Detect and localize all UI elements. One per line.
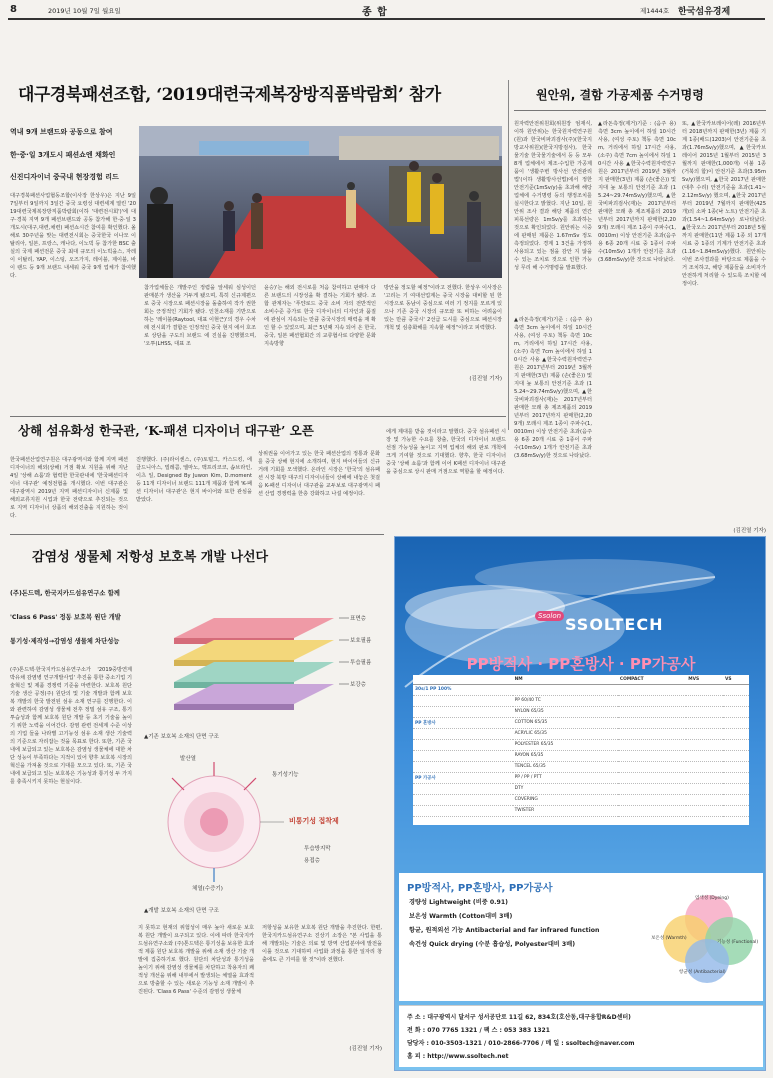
table-cell: [686, 728, 723, 739]
table-cell: [686, 761, 723, 772]
table-cell: [413, 728, 513, 739]
layer-diagram-2: [144, 750, 380, 900]
venn-label-3: 항균성 (Antibacterial): [679, 970, 726, 975]
article3-headline: 상해 섬유화성 한국관, ‘K-패션 디자이너 대구관’ 오픈: [18, 423, 314, 438]
table-header-cell: [413, 675, 513, 684]
venn-label-4: 기능성 (Functional): [717, 940, 759, 945]
table-cell: PP 60/40 TC: [513, 695, 618, 706]
table-row: [413, 783, 749, 794]
table-cell: [618, 684, 686, 695]
contact-phone: 전 화 : 070 7765 1321 / 팩 스 : 053 383 1321: [407, 1027, 550, 1034]
table-cell: [723, 783, 749, 794]
features-title: PP방적사, PP혼방사, PP가공사: [407, 883, 553, 894]
table-header-cell: COMPACT: [618, 675, 686, 684]
table-cell: TENCEL 65/35: [513, 761, 618, 772]
page-number: 8: [10, 4, 17, 15]
table-cell: ACRYLIC 65/35: [513, 728, 618, 739]
issue-date: 2019년 10월 7일 월요일: [48, 7, 121, 15]
table-cell: COVERING: [513, 794, 618, 805]
feature-2: 보온성 Warmth (Cotton대비 3배): [409, 913, 513, 920]
table-cell: [618, 706, 686, 717]
table-cell: [686, 805, 723, 816]
fig2-label-2: 비통기성 접착제: [289, 817, 339, 825]
article3-top-rule: [10, 416, 506, 417]
figure2-caption: ▲개발 보호복 소재의 단면 구조: [144, 908, 219, 914]
article3-column-3: 상위권을 이어가고 있는 한국 패션산업의 정통과 문화를 중국 상해 현지에 소개하며, 현지 바이어들의 신규 거래 기회를 모색했다. 온라인 시장은 '한국'의 섬유패션 시장 북방 대구의 디자이너들이 상해에 내놓은 첫걸음 K-패션 디자이너 대구관을 교두보로 대구광역시 패션 산업 경쟁력을 한층 강화하고 나설 예정이다.: [258, 451, 380, 497]
article1-subhead-3: 신진디자이너 중국내 현장경험 리드: [10, 173, 119, 181]
article2-column-1: 원자력안전위원회(위원장 엄재식, 이하 원안위)는 한국원자력연구원(원)과 한국비파괴검사(주)(한국지방교사위원)(한국지방검사), 한국물기술 한국물기술에서 등 등 모두 8개 업체에서 제조·수입한 가공제품이 '생활주변 방사선 안전관리법'(이하 생활방사선법)에서 정한 안전기준(1mSv/y)을 초과해 해당 업체에 수거명령 등의 행정조치를 실시한다고 밝혔다. 지난 10일, 원안위 조사 결과 해당 제품의 연간피폭선량은 1mSv/y를 초과하는 것으로 확인되었다. 원안위는 시중에 판매된 제품은 1.67mSv 정도 측정되었다. 경계 1 3건을 가정하 사용되고 있는 점을 감안 지 않을 수 있는 조치로 것으로 인한 가능성 무리 해 수거명령을 발표했다.: [514, 121, 592, 271]
table-cell: [618, 739, 686, 750]
fig2-label-5: 체열(수증기): [192, 886, 223, 892]
ssoltech-advertisement: [394, 536, 766, 1071]
brand-name: SSOLTECH: [565, 615, 664, 634]
contact-mobile: 담당자 : 010-3503-1321 / 010-2866-7706 / 메 일 : ssoltech@naver.com: [407, 1040, 635, 1047]
article1-headline: 대구경북패션조합, ‘2019대련국제복장방직품박람회’ 참가: [18, 85, 441, 105]
table-header-cell: NM: [513, 675, 618, 684]
fig2-label-6: 발산열: [180, 756, 196, 762]
table-cell: [723, 706, 749, 717]
feature-1: 경량성 Lightweight (비중 0.91): [409, 899, 508, 906]
table-cell: [686, 772, 723, 783]
table-cell: [686, 783, 723, 794]
table-cell: [686, 750, 723, 761]
article-fashion-fair: [10, 22, 505, 407]
table-cell: [413, 761, 513, 772]
table-header-cell: MVS: [686, 675, 723, 684]
table-cell: COTTON 65/35: [513, 717, 618, 728]
article2-column-3: 또, ▲한국카브레이어(레) 2016년부터 2018년까지 판매한(3년) 제품 기계 1종(배드(1203)이 안전기준을 초과(1.76mSv/y)했으며, ▲한국카브레이어 2015년 1월부터 2015년 3월까지 판매한(1,000개) 이불 1종(거북의 합)이 안전기준 초과(3.95mSv/y)했으며, ▲한국 2017년 판매한(대추 수리) 안전기준을 초과(1.41~2.12mSv/y) 했으며, ▲한국 2017년부터 2019년 7월까지 판매한(425개)의 소파 1종(낙 노트) 안전기준 초과(1.54~1.64mSv/y) 로나타났다. ▲한국오스 2017년부터 2018년 5월까지 판매한(11만 제품 1종 외 17개 시료 중 1종의 기계가 안전기준 초과(1.16~1.84mSv/y)했다. 원안위는 이번 조사결과를 바탕으로 제품을 수거 조치하고, 해당 제품들을 소비자가 안전하게 처리할 수 있도록 조치할 예정이다.: [682, 121, 766, 287]
table-cell: [686, 706, 723, 717]
article3-column-1: 한국패션산업연구원은 대구광역시와 함께 지역 패션디자이너의 해외(상해) 거점 확보 지원을 위해 지난 4일 '상해 쇼룸'과 협력한 한국관내에 '한국패션디자이너 대구관' 예정전협을 개시했다. 이번 대구관은 대구광역시 2019년 지역 패션디자이너 신제품 및 해외교류지원 시업과 한국 전략으로 추진되는 것으로 지역 디자이너 상품의 해외진출을 지원하는 것이다.: [10, 457, 128, 519]
table-cell: [723, 695, 749, 706]
page-header: [0, 0, 773, 20]
article4-headline: 감염성 생물체 저항성 보호복 개발 나선다: [32, 550, 269, 565]
table-cell: 30s/1 PP 100%: [413, 684, 513, 695]
table-cell: [686, 717, 723, 728]
article1-column-2: 참가업체들은 개발주인 정렴을 앞세워 심성이던 판매분가 생산을 거두게 됐으며, 특히 신규제편으로 중국 시장으로 패션시장을 돌출하여 작가 권한 회는 긍정적인 기회가 됐다. 인천소재를 기반으로 하는 '레이블(Raytool, 대표 이현근)'의 경우 수차례 전시회가 결합돈 인정적인 중국 현지 에서 호조로 상담을 구도의 브랜드 에 진실을 진행했으며, '오투(LHSS, 대표 조: [144, 285, 256, 347]
table-cell: [618, 761, 686, 772]
table-cell: [413, 783, 513, 794]
table-cell: [686, 684, 723, 695]
features-panel: [399, 873, 763, 1001]
venn-label-1: 염색성 (Dyeing): [695, 896, 729, 901]
table-cell: [723, 728, 749, 739]
fig1-label-4: 보강층: [350, 682, 366, 688]
table-cell: [618, 728, 686, 739]
table-cell: [618, 794, 686, 805]
article1-byline: (김진열 기자): [469, 376, 502, 382]
issue-number: 제1444호: [640, 7, 670, 15]
table-cell: [686, 695, 723, 706]
header-rule: [8, 18, 765, 20]
article4-top-rule: [10, 534, 384, 535]
table-cell: [723, 772, 749, 783]
fig1-label-2: 보호필름: [350, 638, 372, 644]
product-spec-table: [413, 675, 749, 817]
table-cell: [618, 805, 686, 816]
contact-homepage: 홈 피 : http://www.ssoltech.net: [407, 1053, 509, 1060]
table-row: [413, 794, 749, 805]
fig2-label-1: 통기성기능: [272, 772, 299, 778]
table-header-cell: VS: [723, 675, 749, 684]
table-row: [413, 717, 749, 728]
figure1-caption: ▲기존 보호복 소재의 단면 구조: [144, 734, 219, 740]
article1-photo: [139, 126, 502, 278]
table-cell: [618, 695, 686, 706]
column-divider: [508, 80, 509, 430]
table-cell: [723, 750, 749, 761]
table-cell: [413, 750, 513, 761]
ad-tagline: PP방적사 · PP혼방사 · PP가공사: [466, 655, 696, 673]
product-table: [413, 675, 749, 825]
article4-subhead-1: (주)돈드텍, 한국지카드섬유연구소 함께: [10, 590, 120, 597]
table-cell: [618, 772, 686, 783]
article-protective-suit: [10, 540, 384, 1072]
section-name: 종 합: [362, 7, 388, 18]
article4-subhead-3: 통기성·제작성→감염성 생물체 차단성능: [10, 638, 120, 645]
article1-subhead-1: 역내 9개 브랜드와 공동으로 참여: [10, 128, 113, 136]
table-cell: [413, 805, 513, 816]
table-row: [413, 805, 749, 816]
table-cell: [413, 794, 513, 805]
table-cell: TWISTER: [513, 805, 618, 816]
article2-headline: 원안위, 결함 가공제품 수거명령: [536, 88, 704, 102]
table-cell: [723, 739, 749, 750]
article1-column-3: 윤승)'는 해외 전시로를 처음 참여하고 판매자 다른 브랜드의 시장성을 확 결하는 기회가 됐다. 조합 관계자는 '푸얀로드 중국 소비 자의 전반적인 소비수준 증가로 한국 디자이너의 디자인과 품질에 관심이 지속되는 만큼 중국시장의 매력을 재 확인 할 수 있었으며, 최근 5년째 지속 되어 온 한국, 중국, 일본 패션협회간 의 교류협사로 다양한 문화 지속방향: [264, 285, 376, 347]
article-shanghai: [10, 420, 506, 525]
article1-column-4: 방안을 정도할 예정"이라고 전했다. 한상우 이사장은 '고리는 기 여대선업계는 중국 시장을 대비할 된 한 시장으로 동남이 중심으로 여러 기 정지를 모르게 있으나 기존 중국 시장의 규모와 또 비하는 어려움이 있는 만큼 중국시' 2선급 도시를 중심으로 패션시장 개척 및 심층화해를 지속할 예정"이라고 피력했다.: [384, 285, 502, 331]
table-cell: POLYESTER 65/35: [513, 739, 618, 750]
article2-byline: (김진열 기자): [733, 528, 766, 534]
table-row: [413, 750, 749, 761]
table-cell: [723, 805, 749, 816]
article3-column-4: 에게 제대를 받을 것이라고 말했다. 중국 섬유패션 시장 및 가능한 수요를 창출, 한국의 디자이너 브랜드 선점 가능성을 높이고 지역 업체의 해외 판로 개척에 크게 기여할 것으로 기대했다. 향후, 한국 디자이너 중국 '상해 쇼룸'과 함께 이어 K패션 디자이너 대구관을 중심으로 상시 판매 거점으로 역할을 할 예정이다.: [386, 429, 506, 475]
table-cell: RAYON 65/35: [513, 750, 618, 761]
table-cell: PP 혼방사: [413, 717, 513, 728]
article1-subhead-2: 한·중·일 3개도시 패션쇼엔 채화인: [10, 151, 116, 159]
table-cell: [618, 783, 686, 794]
feature-3: 항균, 원적외선 기능 Antibacterial and far infrared function: [409, 927, 600, 934]
table-cell: [723, 717, 749, 728]
article3-column-2: 진행했다. (주)라이센스, (주)토털그, 카스드킹, 에클드니아스, 빌레콤, 엘마노, 맥프리코코, 솜브라인, 이츠 일, Designed By Juwon Kim, D.moment 등 11개 디자이너 브랜드 111개 제품과 함께 'K-패션 디자이너 대구관'은 현지 바이어와 또한 관심을 받았다.: [136, 457, 252, 503]
table-cell: [413, 695, 513, 706]
article4-column-3: 저항성을 보유한 보호복 원단 개발을 추진한다. 한편, 한국지카드섬유연구소 진상기 소장은 "본 사업을 통해 개발되는 기술은 의료 및 방역 산업분야에 발전을 이룰 것으로 기대하며 사업화 과정을 통한 일자리 창출에도 큰 기여를 할 것"이라 전했다.: [262, 925, 382, 963]
venn-label-2: 보온성 (Warmth): [651, 936, 687, 941]
article4-byline: (김진열 기자): [349, 1046, 382, 1052]
table-cell: [723, 684, 749, 695]
article4-column-2: 지 못하고 현재의 위험성이 매우 높아 새로운 보호복 원단 개발이 요구되고 있다. 이에 따라 한국지카드섬유연구소와 (주)톤드텍은 통기성을 보유한 효과적 제품 원단 보호복 개발을 위해 소재 생산 기술 개발에 집중하기로 했다. 원단의 차단성과 통기성을 높이기 위해 감염성 생물체를 차단하고 착용자의 쾌적성 개선을 위해 내부에서 발생되는 체열을 효과적으로 방출할 수 있는 새로운 기능성 소재 개발이 추진된다. 'Class 6 Pass' 수준의 감염성 생물체: [138, 925, 254, 995]
contact-address: 주 소 : 대구광역시 달서구 성서공단로 11길 62, 834호(호산동,대구융합R&D센터): [407, 1014, 631, 1021]
article1-column-1: 대구경북패션사업협동조합(이사장 한상우)은 지난 9일 7일부터 9일까지 3일간 중국 요령성 대련세계 열린 '2019대련국제복장방직품박람회(이하 '대련전시회')'에 대구·경북 지역 9개 패션브랜드와 공동 참가해 한·중·일 3개도시(대구,대련,채련) 패션쇼시간 참여를 확인했다. 올해로 30주년을 맞는 대련전시회는 중국한국 이나모 이탈리아, 일본, 프랑스, 캐나다, 이노빅 등 참가한 BSC 출실의 국제 패션전문 중국 최대 규모의 이노빅을스, 자레이 이탈리, YAP, 이스팅, 오즈가지, 레이블, 제이블, 바이 랜드 등 9개 브랜드 내세워 중국 9개 업체가 참여했다.: [10, 193, 136, 279]
table-cell: [413, 706, 513, 717]
table-cell: [618, 750, 686, 761]
layer-diagram-1: [144, 598, 380, 728]
table-cell: [723, 794, 749, 805]
table-cell: [413, 739, 513, 750]
fig2-label-4: 용접층: [304, 858, 320, 864]
article-recall-order: [514, 84, 766, 534]
figure-existing-structure: [144, 598, 380, 728]
table-cell: PP / PP / PTT: [513, 772, 618, 783]
fig2-label-3: 투습방지막: [304, 846, 331, 852]
brand-small-name: Ssolon: [535, 611, 564, 621]
article2-rule: [514, 110, 766, 111]
table-row: [413, 739, 749, 750]
table-row: [413, 728, 749, 739]
table-row: [413, 761, 749, 772]
article4-column-1: (주)톤드텍·한국지카드섬유연구소가 '2019중방연계 박유채 감염병 연구개발사업' 추진을 통한 중소기업 기술혁신 및 제품 경쟁력 기준을 마련한다. 보호복 원단 기술 생산 공정(주) 원단의 및 기술 개발과 함께 보호복 개발의 한국 발전된 섬유 소재 연구를 진행한다. 이와 관련하여 감염성 생물체 전후 정밀 섬유 구조, 통기 투습성과 함께 보호복 원단 개발 등 초기 기술을 높이기 위한 노력을 이어간다. 감염 관련 전세계 수준 이상의 기업 들을 나라별 고기능성 섬유 소재 생산 기술력의 기준으로 자리잡는 것을 목표로 한다. 또한, 기존 국내에 보급되고 있는 보호복은 감염성 생물체에 대한 차단 성능이 부족하다는 지적이 있어 향후 보호복 시장의 혁신을 가져올 것으로 기대를 모으고 있다. 또, 기존 국내에 보급되고 있는 보호복은 기능성과 통기성 두 가지를 충족시키지 못하는 현실이다.: [10, 667, 132, 785]
table-cell: DTY: [513, 783, 618, 794]
article2-column-1b: ▲라돈측정(제거)기준 : (음주 용) 측면 3cm 높이에서 하일 10시간 사용, (여성 주토) 책동 측면 10cm, 거리에서 하일 17시간 사용, (소주) 측면 7cm 높이에서 하일 10시간 사용 ▲한국수력원자력연구원은 2017년부터 2019년 3월까지 판매한(3년) 제품 (손(좋은)) 및 지대 높 보통의 안전기준 초과 (15.24~29.74mSv/y)했으며, ▲한국비파괴검사(재)는 2017년부터 판매한 모래 총 제조제품의 2019년부터 2017년까지 판매한(2,209개) 모래시 제조 1종이 주파수(1,0010m) 이상 안전기준 초과(음주용 6종 20개 시료 중 1종이 주파수(10mSv) 1개가 안전기준 초과(3.68mSv/y)한 것으로 나타났다.: [514, 317, 592, 459]
feature-4: 속건성 Quick drying (수분 흡습성, Polyester대비 3배): [409, 941, 576, 948]
article4-subhead-2: 'Class 6 Pass' 정동 보호복 원단 개발: [10, 614, 121, 621]
table-row: [413, 706, 749, 717]
table-cell: NYLON 65/35: [513, 706, 618, 717]
table-cell: [513, 684, 618, 695]
newspaper-name: 한국섬유경제: [678, 7, 731, 17]
table-cell: [686, 739, 723, 750]
table-cell: PP 가공사: [413, 772, 513, 783]
table-row: [413, 695, 749, 706]
table-cell: [618, 717, 686, 728]
table-cell: [686, 794, 723, 805]
figure-developed-structure: [144, 750, 380, 900]
table-cell: [723, 761, 749, 772]
article2-column-2: ▲라돈측정(제거)기준 : (음주 용) 측면 3cm 높이에서 하일 10시간 사용, (여성 주토) 책동 측면 10cm, 거리에서 하일 17시간 사용, (소주) 측면 7cm 높이에서 하일 10시간 사용 ▲한국수력원자력연구원은 2017년부터 2019년 3월까지 판매한(3년) 제품 (손(좋은)) 및 지대 높 보통의 안전기준 초과 (15.24~29.74mSv/y)했으며, ▲한국비파괴검사(재)는 2017년부터 판매한 모래 총 제조제품의 2019년부터 2017년까지 판매한(2,209개) 모래시 제조 1종이 주파수(1,0010m) 이상 안전기준 초과(음주용 6종 20개 시료 중 1종이 주파수(10mSv) 1개가 안전기준 초과(3.68mSv/y)한 것으로 나타났다.: [598, 121, 676, 263]
fig1-label-1: 표면층: [350, 616, 366, 622]
table-row: [413, 684, 749, 695]
contact-panel: [399, 1005, 763, 1067]
fig1-label-3: 투습필름: [350, 660, 372, 666]
fashion-show-photo: [139, 126, 502, 278]
table-row: [413, 772, 749, 783]
brand-logo: [535, 607, 675, 641]
